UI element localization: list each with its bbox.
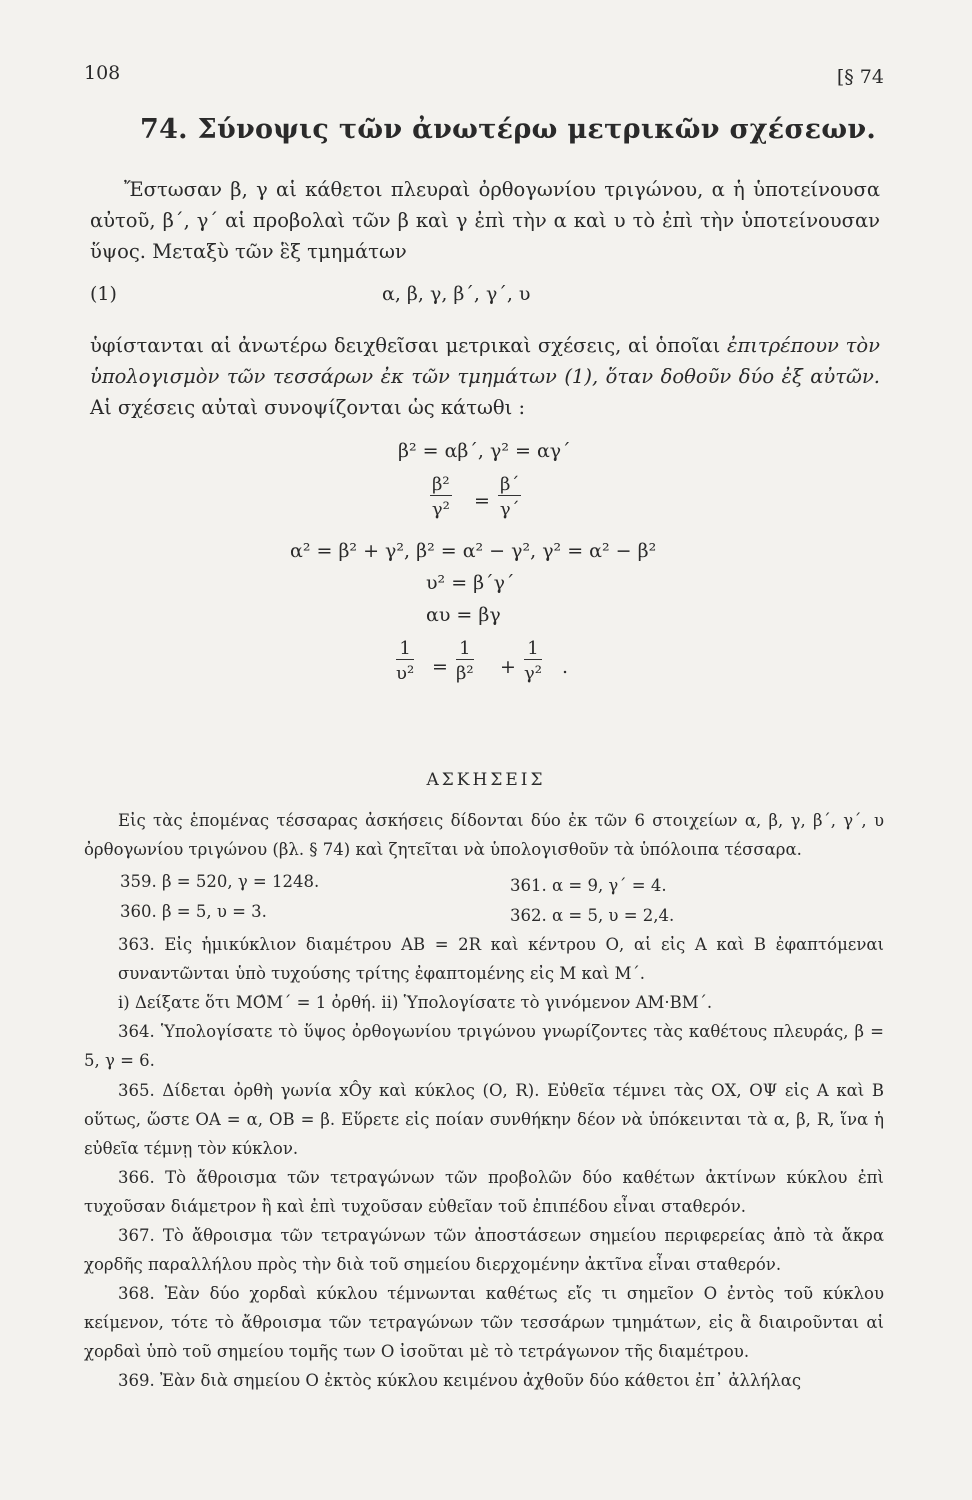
formula-2-left-num: β² (432, 474, 450, 495)
formula-6-mid-num: 1 (456, 638, 474, 660)
formula-6-right-fraction (524, 638, 542, 684)
exercise-364: 364. Ὑπολογίσατε τὸ ὕψος ὀρθογωνίου τριγώνου γνωρίζοντες τὰς καθέτους πλευράς, β = 5, γ = 6. (84, 1022, 884, 1070)
formula-6-plus: + (500, 656, 516, 678)
list-label: (1) (90, 283, 117, 305)
formula-3: α² = β² + γ², β² = α² − γ², γ² = α² − β² (290, 540, 657, 562)
exercise-359: 359. β = 520, γ = 1248. (120, 872, 320, 891)
formula-6-left-den: υ² (396, 663, 415, 684)
exercises-intro (84, 806, 884, 864)
formula-2-right-fraction (498, 474, 521, 520)
formula-6-left-fraction (396, 638, 414, 684)
formula-6-right-num: 1 (524, 638, 542, 660)
formula-2-left-fraction (430, 474, 452, 520)
intro-paragraph-2 (90, 330, 880, 423)
formula-5: αυ = βγ (426, 604, 501, 626)
intro-text-2: ὑφίστανται αἱ ἀνωτέρω δειχθεῖσαι μετρικαὶ σχέσεις, αἱ ὁποῖαι (90, 334, 727, 357)
formula-6-dot: . (562, 656, 569, 678)
formula-2-equals: = (474, 490, 490, 512)
exercise-368: 368. Ἐὰν δύο χορδαὶ κύκλου τέμνωνται καθέτως εἴς τι σημεῖον Ο ἐντὸς τοῦ κύκλου κείμενον, τότε τὸ ἄθροισμα τῶν τετραγώνων τῶν τεσσάρων τμημάτων, εἰς ἃ διαιροῦνται αἱ χορδαὶ ὑπὸ τοῦ σημείου τομῆς των Ο ἰσοῦται μὲ τὸ τετράγωνον τῆς διαμέτρου. (84, 1284, 884, 1361)
formula-6-mid-den: β² (456, 663, 474, 684)
formula-6-left-num: 1 (396, 638, 414, 660)
formula-6-equals: = (432, 656, 448, 678)
section-title: 74. Σύνοψις τῶν ἀνωτέρω μετρικῶν σχέσεων. (140, 114, 877, 145)
exercise-363-parts: i) Δείξατε ὅτι ΜΟ̂Μ΄ = 1 ὀρθή. ii) Ὑπολογίσατε τὸ γινόμενον ΑΜ·ΒΜ΄. (118, 993, 713, 1012)
intro-paragraph (90, 174, 880, 267)
exercise-block (84, 930, 884, 1075)
intro-text-2-end: Αἱ σχέσεις αὐταὶ συνοψίζονται ὡς κάτωθι : (90, 396, 526, 419)
formula-6-right-den: γ² (524, 663, 542, 684)
intro-text: Ἔστωσαν β, γ αἱ κάθετοι πλευραὶ ὀρθογωνίου τριγώνου, α ἡ ὑποτείνουσα αὐτοῦ, β΄, γ΄ αἱ προβολαὶ τῶν β καὶ γ ἐπὶ τὴν α καὶ υ τὸ ἐπὶ τὴν ὑποτείνουσαν ὕψος. Μεταξὺ τῶν ἓξ τμημάτων (90, 178, 880, 263)
exercise-361: 361. α = 9, γ΄ = 4. (510, 876, 667, 895)
exercise-369: 369. Ἐὰν διὰ σημείου Ο ἐκτὸς κύκλου κειμένου ἀχθοῦν δύο κάθετοι ἐπ᾿ ἀλλήλας (118, 1371, 802, 1390)
exercises-intro-text: Εἰς τὰς ἑπομένας τέσσαρας ἀσκήσεις δίδονται δύο ἐκ τῶν 6 στοιχείων α, β, γ, β΄, γ΄, υ ὀρθογωνίου τριγώνου (βλ. § 74) καὶ ζητεῖται νὰ ὑπολογισθοῦν τὰ ὑπόλοιπα τέσσαρα. (84, 811, 884, 859)
formula-2-left-den: γ² (431, 499, 450, 520)
formula-4: υ² = β΄γ΄ (426, 572, 515, 594)
exercises-heading: ΑΣΚΗΣΕΙΣ (426, 770, 546, 790)
section-reference: [§ 74 (836, 66, 884, 88)
exercise-363: 363. Εἰς ἡμικύκλιον διαμέτρου ΑΒ = 2R καὶ κέντρου Ο, αἱ εἰς Α καὶ Β ἐφαπτόμεναι συναντῶνται ὑπὸ τυχούσης τρίτης ἐφαπτομένης εἰς Μ καὶ Μ΄. (118, 935, 884, 983)
formula-1: β² = αβ΄, γ² = αγ΄ (398, 440, 571, 462)
exercise-367: 367. Τὸ ἄθροισμα τῶν τετραγώνων τῶν ἀποστάσεων σημείου περιφερείας ἀπὸ τὰ ἄκρα χορδῆς παραλλήλου πρὸς τὴν διὰ τοῦ σημείου διερχομένην ἀκτῖνα εἶναι σταθερόν. (84, 1226, 884, 1274)
formula-2-right-num: β΄ (500, 474, 520, 495)
formula-6-mid-fraction (456, 638, 474, 684)
page-number: 108 (84, 62, 121, 84)
exercise-360: 360. β = 5, υ = 3. (120, 902, 267, 921)
exercise-block-2 (84, 1076, 884, 1395)
formula-2-right-den: γ΄ (499, 499, 520, 520)
list-values: α, β, γ, β΄, γ΄, υ (382, 283, 531, 305)
exercise-365: 365. Δίδεται ὀρθὴ γωνία xÔy καὶ κύκλος (Ο, R). Εὐθεῖα τέμνει τὰς ΟΧ, ΟΨ εἰς Α καὶ Β οὕτως, ὥστε ΟΑ = α, ΟΒ = β. Εὕρετε εἰς ποίαν συνθήκην δέον νὰ ὑπόκεινται τὰ α, β, R, ἵνα ἡ εὐθεῖα τέμνῃ τὸν κύκλον. (84, 1081, 884, 1158)
exercise-362: 362. α = 5, υ = 2,4. (510, 906, 675, 925)
intro-text-2-italic: ἐπιτρέπουν τὸν ὑπολογισμὸν τῶν τεσσάρων ἐκ τῶν τμημάτων (1), ὅταν δοθοῦν δύο ἐξ αὐτῶν. (90, 334, 880, 388)
exercise-366: 366. Τὸ ἄθροισμα τῶν τετραγώνων τῶν προβολῶν δύο καθέτων ἀκτίνων κύκλου ἐπὶ τυχοῦσαν διάμετρον ἢ καὶ ἐπὶ τυχοῦσαν εὐθεῖαν τοῦ ἐπιπέδου εἶναι σταθερόν. (84, 1168, 884, 1216)
